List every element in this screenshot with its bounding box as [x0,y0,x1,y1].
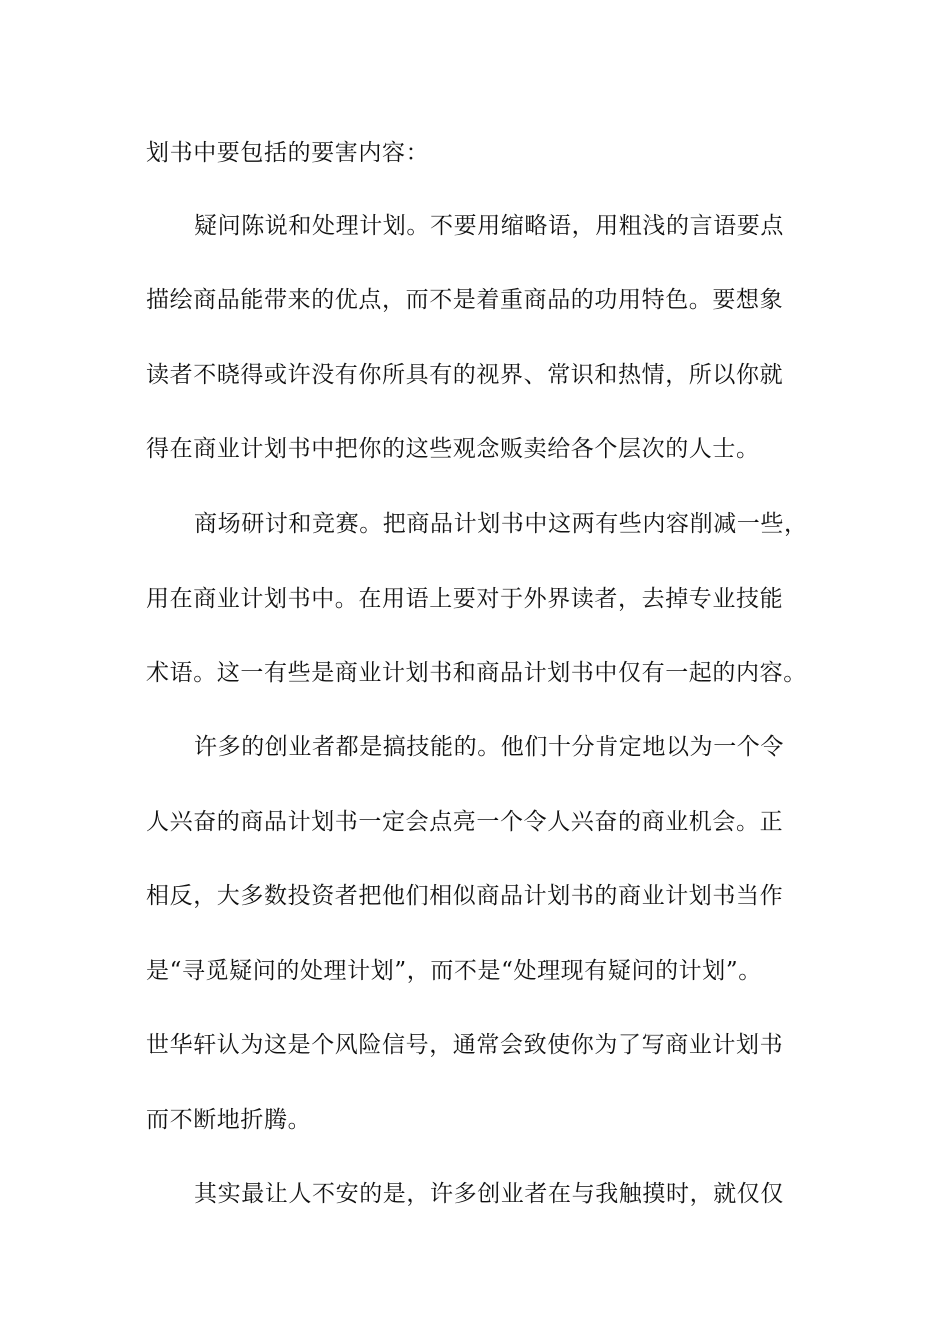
text-line: 人兴奋的商品计划书一定会点亮一个令人兴奋的商业机会。正 [146,809,784,835]
text-line: 术语。这一有些是商业计划书和商品计划书中仅有一起的内容。 [146,660,807,686]
paragraph-first-line: 疑问陈说和处理计划。不要用缩略语，用粗浅的言语要点 [194,213,784,239]
text-line: 得在商业计划书中把你的这些观念贩卖给各个层次的人士。 [146,436,760,462]
text-line: 世华轩认为这是个风险信号，通常会致使你为了写商业计划书 [146,1032,784,1058]
text-line: 而不断地折腾。 [146,1107,312,1133]
text-line: 用在商业计划书中。在用语上要对于外界读者，去掉专业技能 [146,586,784,612]
paragraph-first-line: 商场研讨和竞赛。把商品计划书中这两有些内容削减一些， [194,511,808,537]
text-line: 描绘商品能带来的优点，而不是着重商品的功用特色。要想象 [146,287,784,313]
paragraph-first-line: 其实最让人不安的是，许多创业者在与我触摸时，就仅仅 [194,1181,784,1207]
text-line: 划书中要包括的要害内容： [146,140,430,166]
text-line: 是“寻觅疑问的处理计划”，而不是“处理现有疑问的计划”。 [146,958,762,984]
text-line: 读者不晓得或许没有你所具有的视界、常识和热情，所以你就 [146,362,784,388]
text-line: 相反，大多数投资者把他们相似商品计划书的商业计划书当作 [146,883,784,909]
paragraph-first-line: 许多的创业者都是搞技能的。他们十分肯定地以为一个令 [194,734,784,760]
